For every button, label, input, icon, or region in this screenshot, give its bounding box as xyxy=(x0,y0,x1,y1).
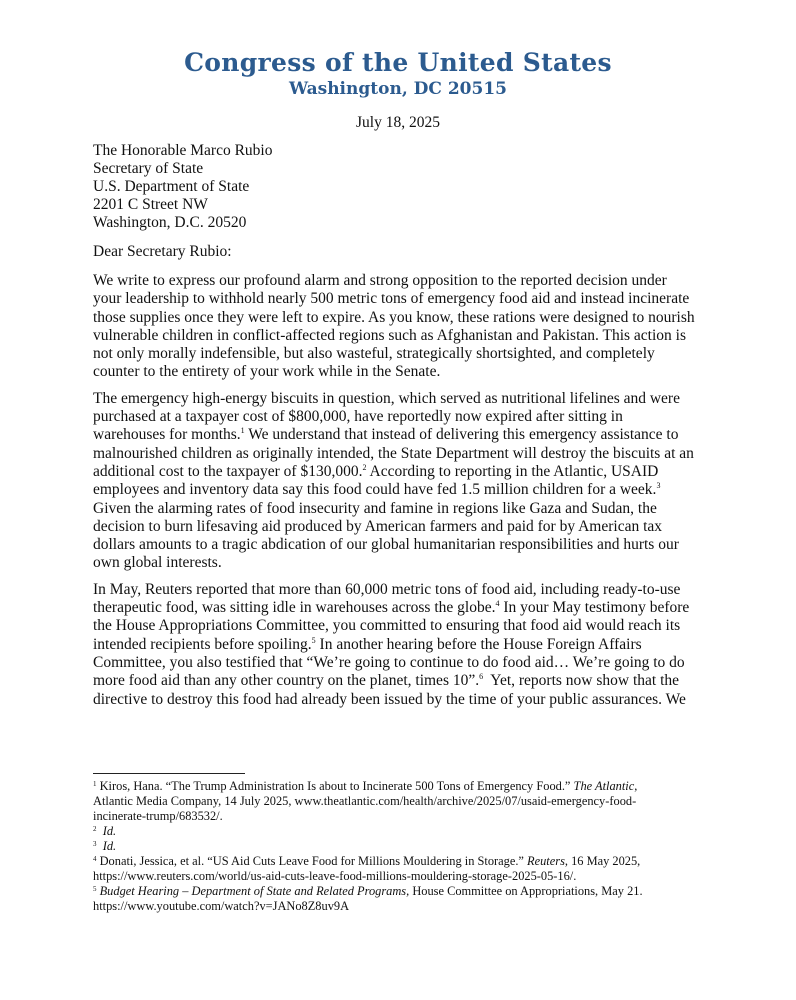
recipient-city: Washington, D.C. 20520 xyxy=(93,214,247,231)
footnote-text: Donati, Jessica, et al. “US Aid Cuts Leave Food for Millions Mouldering in Storage.” xyxy=(99,854,524,868)
text-line: own global interests. xyxy=(93,554,222,572)
text-fragment: According to reporting in the Atlantic, USAID xyxy=(369,462,659,480)
letterhead-title: Congress of the United States xyxy=(184,48,612,77)
footnote-number: 2 xyxy=(93,825,97,833)
footnote-marker: 3 xyxy=(656,481,661,491)
footnote-3 xyxy=(93,839,713,854)
text-line: counter to the entirety of your work while in the Senate. xyxy=(93,363,441,381)
footnote-marker: 1 xyxy=(240,426,245,436)
text-fragment: intended recipients before spoiling. xyxy=(93,635,312,653)
text-fragment: In another hearing before the House Foreign Affairs xyxy=(319,635,642,653)
footnote-source: Reuters xyxy=(527,854,565,868)
footnote-1 xyxy=(93,779,713,824)
text-fragment: employees and inventory data say this food could have fed 1.5 million children for a week. xyxy=(93,481,657,499)
footnote-text: , xyxy=(634,779,638,793)
text-fragment: Yet, reports now show that the xyxy=(490,672,680,690)
footnote-divider xyxy=(93,773,245,774)
footnote-marker: 6 xyxy=(479,672,484,682)
footnote-marker: 5 xyxy=(311,635,316,645)
footnotes xyxy=(93,779,713,914)
text-fragment: more food aid than any other country on the planet, times 10”. xyxy=(93,672,480,690)
footnote-line: https://www.reuters.com/world/us-aid-cuts-leave-food-millions-mouldering-storage-2025-05-16/. xyxy=(93,869,577,883)
paragraph-1 xyxy=(93,272,713,382)
text-line: Given the alarming rates of food insecurity and famine in regions like Gaza and Sudan, the xyxy=(93,499,657,517)
recipient-name: The Honorable Marco Rubio xyxy=(93,142,273,159)
text-line xyxy=(93,672,713,690)
recipient-address xyxy=(93,142,273,232)
footnote-marker: 2 xyxy=(362,462,367,472)
text-line xyxy=(93,463,713,481)
salutation: Dear Secretary Rubio: xyxy=(93,243,232,260)
text-line: The emergency high-energy biscuits in question, which served as nutritional lifelines and were xyxy=(93,389,680,407)
footnote-2 xyxy=(93,824,713,839)
letter-body xyxy=(93,272,713,717)
footnote-text: , 16 May 2025, xyxy=(564,854,641,868)
footnote-line: Atlantic Media Company, 14 July 2025, www.theatlantic.com/health/archive/2025/07/usaid-emergency-food- xyxy=(93,794,637,808)
paragraph-3 xyxy=(93,581,713,709)
footnote-source: Id. xyxy=(102,824,117,838)
footnote-line xyxy=(93,884,713,899)
letterhead xyxy=(0,48,796,100)
text-line: directive to destroy this food had already been issued by the time of your public assurances. We xyxy=(93,690,686,708)
footnote-5 xyxy=(93,884,713,914)
text-line: decision to burn lifesaving aid produced by American farmers and paid for by American tax xyxy=(93,517,663,535)
footnote-line xyxy=(93,839,713,854)
footnote-number: 1 xyxy=(93,780,97,788)
footnote-number: 5 xyxy=(93,885,97,893)
text-fragment: In your May testimony before xyxy=(503,599,690,617)
text-line xyxy=(93,636,713,654)
footnote-text: Kiros, Hana. “The Trump Administration Is about to Incinerate 500 Tons of Emergency Food.” xyxy=(99,779,571,793)
text-line: your leadership to withhold nearly 500 metric tons of emergency food aid and instead incinerate xyxy=(93,290,690,308)
text-line: not only morally indefensible, but also wasteful, strategically shortsighted, and completely xyxy=(93,345,655,363)
text-fragment: We understand that instead of delivering this emergency assistance to xyxy=(248,426,679,444)
text-line: the House Appropriations Committee, you committed to ensuring that food aid would reach its xyxy=(93,617,681,635)
footnote-line: https://www.youtube.com/watch?v=JANo8Z8uv9A xyxy=(93,899,350,913)
text-fragment: additional cost to the taxpayer of $130,000. xyxy=(93,462,363,480)
text-line xyxy=(93,599,713,617)
text-line: those supplies once they were left to expire. As you know, these rations were designed to nourish xyxy=(93,308,695,326)
text-line: We write to express our profound alarm and strong opposition to the reported decision under xyxy=(93,272,667,289)
recipient-street: 2201 C Street NW xyxy=(93,196,208,213)
text-line: Committee, you also testified that “We’re going to continue to do food aid… We’re going to do xyxy=(93,653,685,671)
text-line: purchased at a taxpayer cost of $800,000, have reportedly now expired after sitting in xyxy=(93,408,623,426)
footnote-marker: 4 xyxy=(495,599,500,609)
text-fragment: therapeutic food, was sitting idle in warehouses across the globe. xyxy=(93,599,496,617)
paragraph-2 xyxy=(93,390,713,573)
footnote-line xyxy=(93,824,713,839)
text-line xyxy=(93,481,713,499)
letterhead-city: Washington, DC 20515 xyxy=(289,79,507,99)
text-fragment: warehouses for months. xyxy=(93,426,241,444)
footnote-source: Id. xyxy=(102,839,117,853)
footnote-4 xyxy=(93,854,713,884)
recipient-department: U.S. Department of State xyxy=(93,178,250,195)
footnote-number: 3 xyxy=(93,840,97,848)
footnote-line xyxy=(93,854,713,869)
footnote-line xyxy=(93,779,713,794)
recipient-title: Secretary of State xyxy=(93,160,204,177)
footnote-source: Budget Hearing – Department of State and Related Programs, xyxy=(99,884,410,898)
footnote-number: 4 xyxy=(93,855,97,863)
footnote-line: incinerate-trump/683532/. xyxy=(93,809,223,823)
letter-date: July 18, 2025 xyxy=(356,114,440,131)
text-line: In May, Reuters reported that more than 60,000 metric tons of food aid, including ready-to-use xyxy=(93,580,681,598)
text-line: malnourished children as originally intended, the State Department will destroy the biscuits at an xyxy=(93,444,694,462)
text-line: dollars amounts to a tragic abdication of our global humanitarian responsibilities and hurts our xyxy=(93,536,679,554)
text-line: vulnerable children in conflict-affected regions such as Afghanistan and Pakistan. This action is xyxy=(93,326,686,344)
text-line xyxy=(93,426,713,444)
footnote-text: House Committee on Appropriations, May 21. xyxy=(409,884,643,898)
footnote-source: The Atlantic xyxy=(573,779,635,793)
